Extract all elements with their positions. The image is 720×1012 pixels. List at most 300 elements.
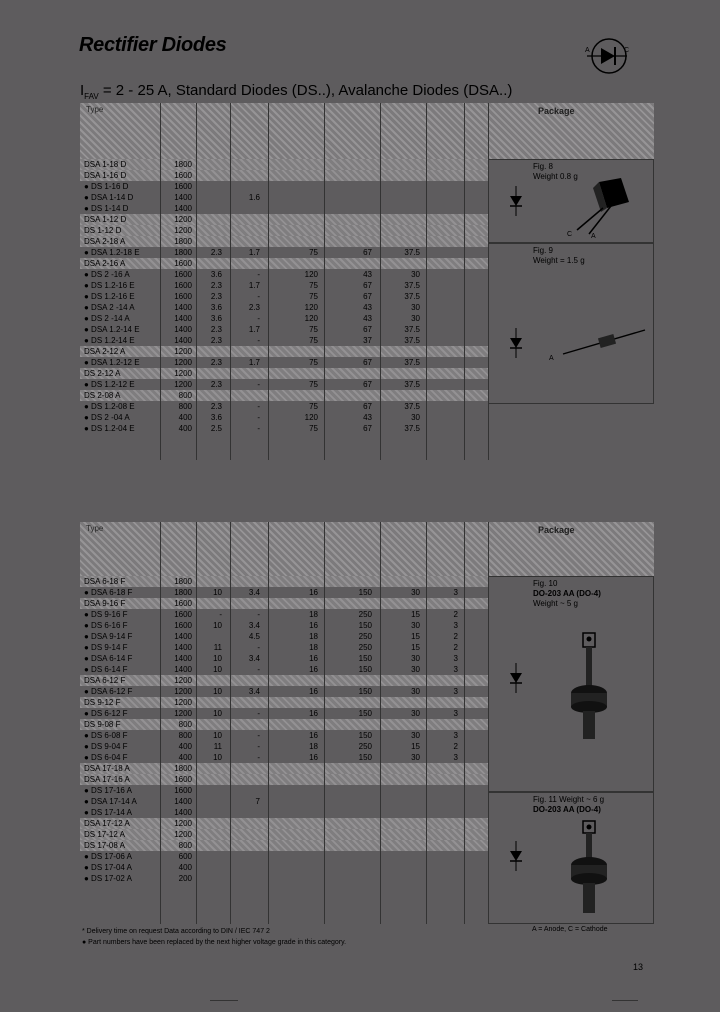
figure-11 [488, 792, 654, 924]
column-divider [230, 522, 231, 924]
cell-v: 1800 [174, 160, 192, 169]
cell-type: ● DS 6-16 F [84, 621, 128, 630]
header-package-label: Package [538, 525, 575, 535]
cell-type: ● DS 9-04 F [84, 742, 128, 751]
fig11-package: DO-203 AA (DO-4) [533, 805, 601, 814]
cell-type: ● DSA 17-14 A [84, 797, 137, 806]
table-standard-avalanche-1 [80, 103, 654, 460]
cell-type: ● DS 2 -04 A [84, 413, 130, 422]
cell-d: 67 [363, 248, 372, 257]
cell-c: 75 [309, 380, 318, 389]
cell-f: 3 [453, 588, 458, 597]
cell-d: 37 [363, 336, 372, 345]
cell-type: ● DSA 6-14 F [84, 654, 133, 663]
cell-e: 30 [411, 303, 420, 312]
cell-c: 18 [309, 643, 318, 652]
page-number: 13 [632, 962, 643, 972]
cell-v: 1200 [174, 215, 192, 224]
footer-rule [612, 1000, 638, 1001]
fig10-label: Fig. 10 [533, 579, 558, 588]
cell-v: 1200 [174, 676, 192, 685]
cell-b: - [257, 402, 260, 411]
cell-v: 1400 [174, 204, 192, 213]
cell-c: 16 [309, 687, 318, 696]
cell-e: 30 [411, 731, 420, 740]
column-divider [488, 522, 489, 924]
fig11-label: Fig. 11 Weight ~ 6 g [533, 795, 605, 804]
cell-type: DSA 2-12 A [84, 347, 126, 356]
cell-b: 3.4 [248, 687, 260, 696]
cell-type: ● DSA 6-18 F [84, 588, 133, 597]
cell-f: 2 [453, 643, 458, 652]
cell-v: 1400 [174, 325, 192, 334]
cell-c: 18 [309, 610, 318, 619]
cell-type: DS 2-12 A [84, 369, 121, 378]
cell-e: 30 [411, 709, 420, 718]
cell-type: DSA 9-16 F [84, 599, 126, 608]
fig8-anode: A [591, 233, 596, 240]
cell-e: 30 [411, 621, 420, 630]
cell-c: 120 [304, 413, 318, 422]
cell-a: 10 [213, 665, 222, 674]
cell-e: 37.5 [404, 292, 420, 301]
package-stud-icon [559, 817, 619, 923]
cell-v: 1400 [174, 665, 192, 674]
cell-type: ● DS 17-02 A [84, 874, 132, 883]
cell-v: 1600 [174, 292, 192, 301]
cell-a: 3.6 [210, 303, 222, 312]
cell-a: 10 [213, 687, 222, 696]
cell-type: DSA 1-12 D [84, 215, 127, 224]
cell-v: 1600 [174, 281, 192, 290]
cell-type: ● DS 17-04 A [84, 863, 132, 872]
fig8-cathode: C [567, 231, 573, 238]
cell-v: 1400 [174, 654, 192, 663]
cell-f: 3 [453, 687, 458, 696]
cell-type: ● DSA 1.2-14 E [84, 325, 140, 334]
cell-e: 30 [411, 687, 420, 696]
header-type-label: Type [86, 524, 104, 533]
cell-b: 1.7 [248, 358, 260, 367]
cell-a: 10 [213, 654, 222, 663]
cell-type: ● DS 1.2-08 E [84, 402, 135, 411]
cell-v: 1200 [174, 347, 192, 356]
diode-symbol-icon [509, 328, 523, 358]
cell-a: 10 [213, 621, 222, 630]
cell-c: 16 [309, 753, 318, 762]
cell-type: ● DS 17-06 A [84, 852, 132, 861]
cell-type: DSA 17-18 A [84, 764, 130, 773]
cell-d: 67 [363, 424, 372, 433]
cell-b: - [257, 709, 260, 718]
cell-f: 3 [453, 753, 458, 762]
cell-f: 3 [453, 654, 458, 663]
cell-b: - [257, 413, 260, 422]
cell-d: 43 [363, 314, 372, 323]
cell-type: ● DS 1.2-04 E [84, 424, 135, 433]
cell-v: 1200 [174, 830, 192, 839]
cell-f: 3 [453, 665, 458, 674]
cell-f: 3 [453, 621, 458, 630]
cell-v: 1600 [174, 610, 192, 619]
cell-type: DS 1-12 D [84, 226, 122, 235]
cell-e: 30 [411, 413, 420, 422]
cell-b: - [257, 336, 260, 345]
cell-d: 150 [358, 687, 372, 696]
cell-e: 30 [411, 270, 420, 279]
column-divider [488, 103, 489, 460]
cell-a: 2.3 [210, 248, 222, 257]
cell-f: 2 [453, 742, 458, 751]
cell-v: 1200 [174, 358, 192, 367]
cell-type: ● DS 2 -14 A [84, 314, 130, 323]
cell-d: 250 [358, 643, 372, 652]
cell-v: 400 [178, 424, 192, 433]
cell-e: 15 [411, 610, 420, 619]
cell-type: ● DS 1-14 D [84, 204, 129, 213]
cell-c: 75 [309, 292, 318, 301]
cell-v: 800 [178, 391, 192, 400]
cell-b: - [257, 292, 260, 301]
cell-e: 37.5 [404, 402, 420, 411]
cell-v: 800 [178, 402, 192, 411]
cell-a: 11 [213, 643, 222, 652]
cell-type: ● DSA 6-12 F [84, 687, 133, 696]
cell-v: 1600 [174, 171, 192, 180]
cell-d: 250 [358, 742, 372, 751]
cell-v: 1200 [174, 369, 192, 378]
cell-c: 16 [309, 654, 318, 663]
cell-f: 2 [453, 610, 458, 619]
cell-d: 150 [358, 621, 372, 630]
cell-v: 1600 [174, 775, 192, 784]
diode-symbol-icon [585, 37, 629, 75]
header-package-label: Package [538, 106, 575, 116]
cell-a: 3.6 [210, 314, 222, 323]
cell-b: 1.7 [248, 281, 260, 290]
cell-v: 1600 [174, 621, 192, 630]
cell-a: 2.3 [210, 292, 222, 301]
cell-d: 150 [358, 709, 372, 718]
cell-type: ● DS 9-16 F [84, 610, 128, 619]
cell-c: 16 [309, 588, 318, 597]
cell-d: 67 [363, 402, 372, 411]
symbol-anode-label: A [585, 47, 590, 54]
cell-c: 120 [304, 314, 318, 323]
cell-v: 1800 [174, 577, 192, 586]
cell-type: DSA 6-12 F [84, 676, 126, 685]
cell-d: 150 [358, 654, 372, 663]
cell-v: 1800 [174, 588, 192, 597]
cell-c: 75 [309, 281, 318, 290]
cell-b: - [257, 665, 260, 674]
fig9-weight: Weight = 1.5 g [533, 256, 585, 265]
cell-type: ● DSA 9-14 F [84, 632, 133, 641]
cell-d: 150 [358, 588, 372, 597]
cell-a: 2.5 [210, 424, 222, 433]
footnote-delivery: * Delivery time on request Data according to DIN / IEC 747 2 [82, 928, 270, 935]
cell-v: 1200 [174, 687, 192, 696]
package-to220-icon [559, 174, 639, 240]
cell-v: 1400 [174, 797, 192, 806]
cell-v: 400 [178, 742, 192, 751]
cell-a: 10 [213, 753, 222, 762]
cell-v: 1800 [174, 764, 192, 773]
cell-type: ● DS 1.2-16 E [84, 292, 135, 301]
cell-d: 150 [358, 753, 372, 762]
package-stud-icon [559, 627, 619, 747]
cell-type: DS 9-12 F [84, 698, 121, 707]
cell-v: 1600 [174, 786, 192, 795]
cell-type: ● DS 1-16 D [84, 182, 129, 191]
fig10-package: DO-203 AA (DO-4) [533, 589, 601, 598]
cell-type: DSA 1-18 D [84, 160, 127, 169]
cell-c: 16 [309, 665, 318, 674]
cell-d: 43 [363, 413, 372, 422]
cell-v: 1600 [174, 270, 192, 279]
cell-v: 400 [178, 753, 192, 762]
cell-f: 3 [453, 731, 458, 740]
cell-v: 1200 [174, 380, 192, 389]
cell-b: 3.4 [248, 621, 260, 630]
column-divider [160, 522, 161, 924]
cell-v: 600 [178, 852, 192, 861]
cell-v: 1200 [174, 819, 192, 828]
cell-b: 1.7 [248, 325, 260, 334]
cell-c: 75 [309, 325, 318, 334]
cell-type: ● DS 1.2-16 E [84, 281, 135, 290]
cell-v: 800 [178, 731, 192, 740]
cell-b: - [257, 380, 260, 389]
cell-e: 37.5 [404, 281, 420, 290]
cell-c: 75 [309, 402, 318, 411]
cell-d: 67 [363, 281, 372, 290]
cell-a: 10 [213, 588, 222, 597]
cell-e: 37.5 [404, 325, 420, 334]
footnotes [82, 926, 346, 948]
diode-symbol-icon [509, 663, 523, 693]
cell-a: 2.3 [210, 402, 222, 411]
cell-v: 1200 [174, 226, 192, 235]
cell-type: DSA 2-18 A [84, 237, 126, 246]
column-divider [324, 103, 325, 460]
cell-f: 2 [453, 632, 458, 641]
cell-a: 2.3 [210, 325, 222, 334]
cell-v: 1200 [174, 698, 192, 707]
cell-c: 16 [309, 731, 318, 740]
cell-type: ● DS 9-14 F [84, 643, 128, 652]
column-divider [324, 522, 325, 924]
cell-v: 1200 [174, 709, 192, 718]
cell-b: - [257, 753, 260, 762]
cell-type: DS 2-08 A [84, 391, 121, 400]
cell-type: ● DS 6-04 F [84, 753, 128, 762]
cell-type: DS 9-08 F [84, 720, 121, 729]
cell-type: ● DS 17-16 A [84, 786, 132, 795]
footnote-replaced: ● Part numbers have been replaced by the next higher voltage grade in this category. [82, 939, 347, 946]
cell-type: ● DSA 1.2-18 E [84, 248, 140, 257]
cell-type: ● DSA 1-14 D [84, 193, 134, 202]
legend-anode-cathode: A = Anode, C = Cathode [532, 926, 608, 933]
cell-type: ● DS 17-14 A [84, 808, 132, 817]
cell-e: 15 [411, 643, 420, 652]
cell-type: ● DS 6-08 F [84, 731, 128, 740]
cell-c: 16 [309, 621, 318, 630]
cell-v: 1800 [174, 248, 192, 257]
cell-d: 150 [358, 665, 372, 674]
cell-b: - [257, 610, 260, 619]
cell-b: 7 [255, 797, 260, 806]
column-divider [426, 522, 427, 924]
cell-a: 11 [213, 742, 222, 751]
cell-b: - [257, 643, 260, 652]
cell-v: 1400 [174, 193, 192, 202]
cell-b: 1.7 [248, 248, 260, 257]
page-title: Rectifier Diodes [79, 34, 227, 56]
cell-v: 1600 [174, 599, 192, 608]
cell-e: 30 [411, 665, 420, 674]
cell-type: ● DS 6-12 F [84, 709, 128, 718]
cell-a: 2.3 [210, 281, 222, 290]
cell-b: - [257, 270, 260, 279]
cell-e: 15 [411, 742, 420, 751]
column-divider [380, 103, 381, 460]
cell-e: 15 [411, 632, 420, 641]
fig9-label: Fig. 9 [533, 246, 554, 255]
diode-symbol-icon [509, 186, 523, 216]
cell-type: DSA 6-18 F [84, 577, 126, 586]
section-heading: $I_{FAV} = 2 - 25$ A, Standard Diodes (DS..), Avalanche Diodes (DSA..) [80, 82, 513, 101]
cell-e: 37.5 [404, 424, 420, 433]
cell-f: 3 [453, 709, 458, 718]
package-axial-icon [549, 324, 653, 364]
cell-e: 37.5 [404, 358, 420, 367]
cell-a: 2.3 [210, 380, 222, 389]
cell-type: ● DSA 1.2-12 E [84, 358, 140, 367]
cell-b: 2.3 [248, 303, 260, 312]
cell-v: 400 [178, 413, 192, 422]
cell-type: DSA 2-16 A [84, 259, 126, 268]
cell-v: 1600 [174, 259, 192, 268]
column-divider [196, 522, 197, 924]
column-divider [230, 103, 231, 460]
cell-a: 10 [213, 731, 222, 740]
cell-d: 250 [358, 632, 372, 641]
cell-v: 1400 [174, 303, 192, 312]
cell-d: 250 [358, 610, 372, 619]
cell-a: 2.3 [210, 358, 222, 367]
cell-type: DSA 17-12 A [84, 819, 130, 828]
cell-e: 30 [411, 588, 420, 597]
table-standard-avalanche-2 [80, 522, 654, 924]
cell-type: DSA 17-16 A [84, 775, 130, 784]
cell-c: 18 [309, 742, 318, 751]
cell-c: 75 [309, 336, 318, 345]
figure-8 [488, 159, 654, 243]
cell-type: DS 17-08 A [84, 841, 125, 850]
fig10-weight: Weight ~ 5 g [533, 599, 578, 608]
cell-b: 4.5 [248, 632, 260, 641]
cell-type: ● DS 6-14 F [84, 665, 128, 674]
symbol-cathode-label: C [624, 47, 629, 54]
cell-a: 3.6 [210, 413, 222, 422]
cell-v: 1400 [174, 808, 192, 817]
cell-a: - [219, 610, 222, 619]
cell-a: 3.6 [210, 270, 222, 279]
column-divider [160, 103, 161, 460]
cell-b: - [257, 742, 260, 751]
header-type-label: Type [86, 105, 104, 114]
figure-10 [488, 576, 654, 792]
cell-d: 43 [363, 270, 372, 279]
fig8-label: Fig. 8 [533, 162, 554, 171]
column-divider [380, 522, 381, 924]
fig9-anode: A [549, 355, 554, 362]
column-divider [196, 103, 197, 460]
cell-e: 30 [411, 654, 420, 663]
cell-type: ● DS 1.2-12 E [84, 380, 135, 389]
cell-d: 67 [363, 292, 372, 301]
table-header [80, 522, 654, 576]
cell-a: 2.3 [210, 336, 222, 345]
cell-v: 1400 [174, 314, 192, 323]
cell-c: 75 [309, 358, 318, 367]
cell-c: 75 [309, 424, 318, 433]
cell-v: 200 [178, 874, 192, 883]
cell-v: 800 [178, 720, 192, 729]
cell-c: 120 [304, 270, 318, 279]
column-divider [268, 522, 269, 924]
table-header [80, 103, 654, 159]
diode-symbol-icon [509, 841, 523, 871]
cell-v: 400 [178, 863, 192, 872]
cell-d: 67 [363, 380, 372, 389]
cell-type: DSA 1-16 D [84, 171, 127, 180]
column-divider [426, 103, 427, 460]
cell-b: - [257, 424, 260, 433]
cell-e: 37.5 [404, 336, 420, 345]
column-divider [464, 103, 465, 460]
cell-b: 3.4 [248, 654, 260, 663]
cell-e: 37.5 [404, 248, 420, 257]
column-divider [464, 522, 465, 924]
cell-d: 150 [358, 731, 372, 740]
cell-v: 1600 [174, 182, 192, 191]
cell-e: 37.5 [404, 380, 420, 389]
cell-c: 120 [304, 303, 318, 312]
footer-rule [210, 1000, 238, 1001]
cell-type: ● DSA 2 -14 A [84, 303, 135, 312]
fig8-weight: Weight 0.8 g [533, 172, 578, 181]
cell-d: 43 [363, 303, 372, 312]
cell-d: 67 [363, 358, 372, 367]
cell-d: 67 [363, 325, 372, 334]
cell-c: 16 [309, 709, 318, 718]
cell-a: 10 [213, 709, 222, 718]
cell-v: 1800 [174, 237, 192, 246]
cell-b: 3.4 [248, 588, 260, 597]
cell-v: 1400 [174, 632, 192, 641]
cell-v: 800 [178, 841, 192, 850]
cell-c: 75 [309, 248, 318, 257]
cell-e: 30 [411, 314, 420, 323]
cell-type: ● DS 2 -16 A [84, 270, 130, 279]
cell-b: - [257, 314, 260, 323]
cell-b: - [257, 731, 260, 740]
column-divider [268, 103, 269, 460]
cell-e: 30 [411, 753, 420, 762]
figure-9 [488, 243, 654, 404]
